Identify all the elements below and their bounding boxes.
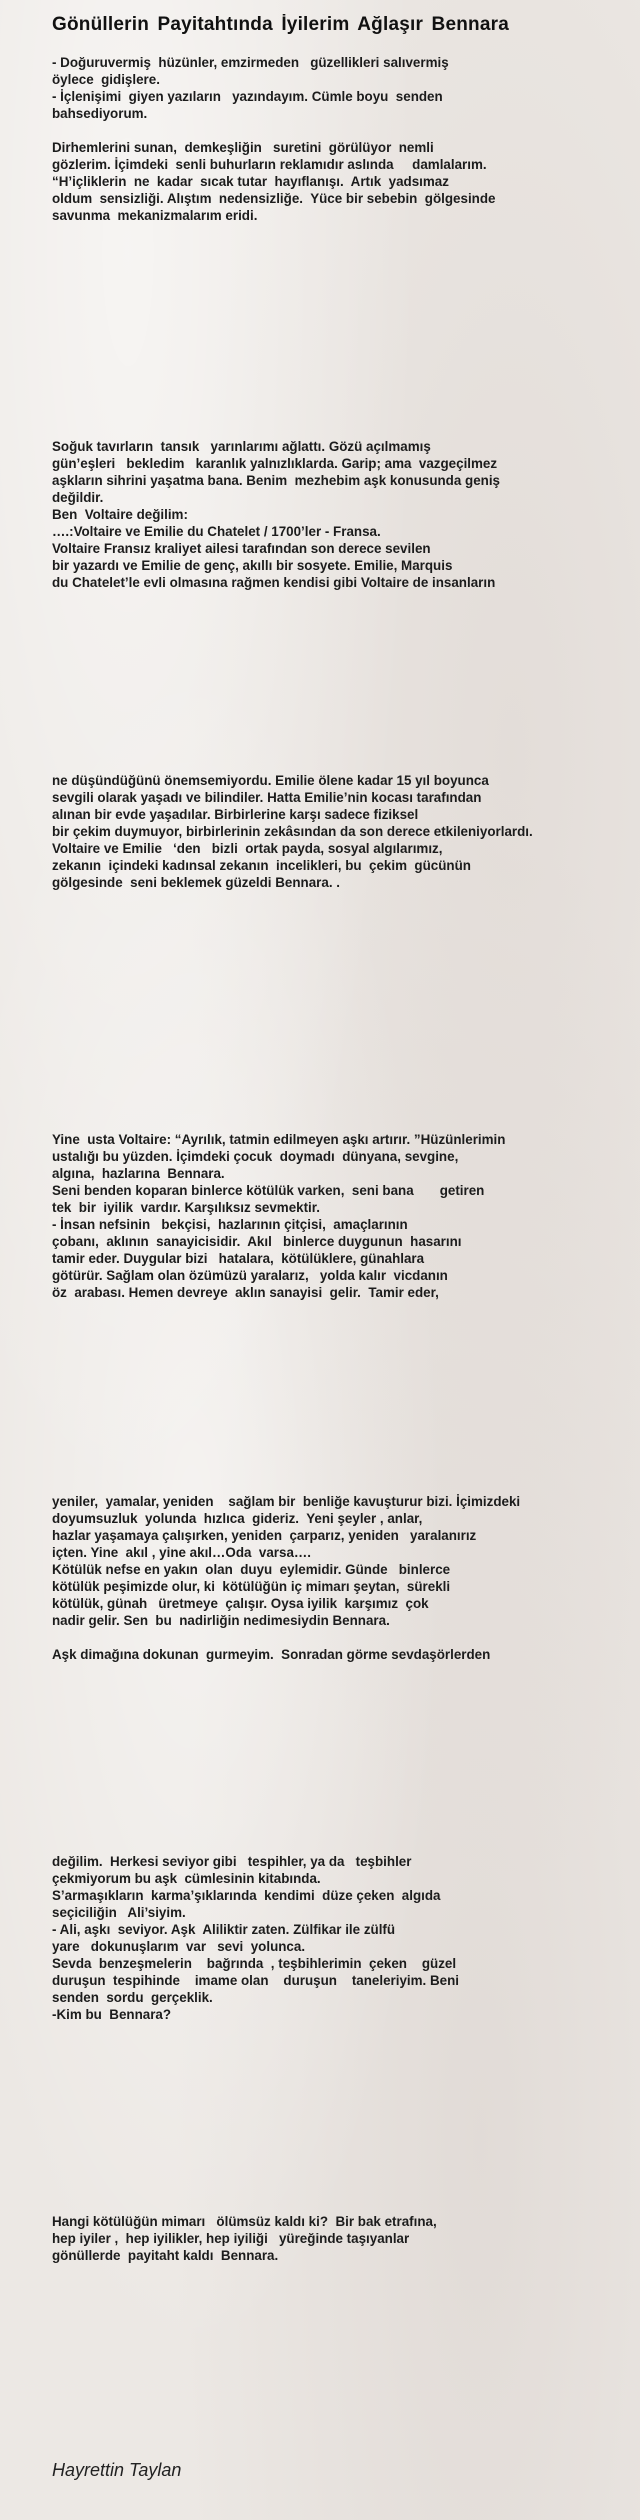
poem-line: - Ali, aşkı seviyor. Aşk Aliliktir zaten. Zülfikar ile zülfü bbox=[52, 1922, 396, 1937]
poem-line: hep iyiler , hep iyilikler, hep iyiliği yüreğinde taşıyanlar bbox=[52, 2231, 410, 2246]
poem-line: du Chatelet’le evli olmasına rağmen kendisi gibi Voltaire de insanların bbox=[52, 575, 496, 590]
poem-line: hazlar yaşamaya çalışırken, yeniden çarparız, yeniden yaralanırız bbox=[52, 1528, 477, 1543]
poem-line: S’armaşıkların karma’şıklarında kendimi düze çeken algıda bbox=[52, 1888, 441, 1903]
poem-line: yeniler, yamalar, yeniden sağlam bir benliğe kavuşturur bizi. İçimizdeki bbox=[52, 1494, 521, 1509]
poem-line: nadir gelir. Sen bu nadirliğin nedimesiydin Bennara. bbox=[52, 1613, 390, 1628]
poem-line: bir yazardı ve Emilie de genç, akıllı bir sosyete. Emilie, Marquis bbox=[52, 558, 453, 573]
poem-line bbox=[52, 122, 632, 139]
poem-line: Seni benden koparan binlerce kötülük varken, seni bana getiren bbox=[52, 1183, 485, 1198]
stanza-7 bbox=[52, 2213, 632, 2264]
poem-line: doyumsuzluk yolunda hızlıca gideriz. Yeni şeyler , anlar, bbox=[52, 1511, 423, 1526]
poem-line: alınan bir evde yaşadılar. Birbirlerine karşı sadece fiziksel bbox=[52, 807, 419, 822]
poem-line: savunma mekanizmalarım eridi. bbox=[52, 208, 258, 223]
poem-line: Voltaire Fransız kraliyet ailesi tarafından son derece sevilen bbox=[52, 541, 431, 556]
poem-line: zekanın içindeki kadınsal zekanın incelikleri, bu çekim gücünün bbox=[52, 858, 471, 873]
poem-line: gölgesinde seni beklemek güzeldi Bennara. . bbox=[52, 875, 340, 890]
poem-line: gözlerim. İçimdeki senli buhurların reklamıdır aslında damlalarım. bbox=[52, 157, 487, 172]
poem-line: çobanı, aklının sanayicisidir. Akıl binlerce duygunun hasarını bbox=[52, 1234, 462, 1249]
stanza-3 bbox=[52, 772, 632, 891]
poem-line: bahsediyorum. bbox=[52, 106, 148, 121]
poem-line: - İnsan nefsinin bekçisi, hazlarının çitçisi, amaçlarının bbox=[52, 1217, 408, 1232]
poem-line: oldum sensizliği. Alıştım nedensizliğe. Yüce bir sebebin gölgesinde bbox=[52, 191, 496, 206]
poem-line: - Doğuruvermiş hüzünler, emzirmeden güzellikleri salıvermiş bbox=[52, 55, 449, 70]
poem-line: aşkların sihrini yaşatma bana. Benim mezhebim aşk konusunda geniş bbox=[52, 473, 500, 488]
poem-line: değildir. bbox=[52, 490, 104, 505]
poem-line: “H’içliklerin ne kadar sıcak tutar hayıflanışı. Artık yadsımaz bbox=[52, 174, 449, 189]
poem-line: çekmiyorum bu aşk cümlesinin kitabında. bbox=[52, 1871, 321, 1886]
poem-line: algına, hazlarına Bennara. bbox=[52, 1166, 225, 1181]
poem-line: değilim. Herkesi seviyor gibi tespihler, ya da teşbihler bbox=[52, 1854, 412, 1869]
poem-line: Yine usta Voltaire: “Ayrılık, tatmin edilmeyen aşkı artırır. ”Hüzünlerimin bbox=[52, 1132, 506, 1147]
poem-line: Voltaire ve Emilie ‘den bizli ortak payda, sosyal algılarımız, bbox=[52, 841, 443, 856]
poem-line bbox=[52, 1629, 632, 1646]
poem-line: duruşun tespihinde imame olan duruşun taneleriyim. Beni bbox=[52, 1973, 459, 1988]
poem-line: Kötülük nefse en yakın olan duyu eylemidir. Günde binlerce bbox=[52, 1562, 451, 1577]
poem-line: ne düşündüğünü önemsemiyordu. Emilie ölene kadar 15 yıl boyunca bbox=[52, 773, 489, 788]
poem-line: öz arabası. Hemen devreye aklın sanayisi gelir. Tamir eder, bbox=[52, 1285, 439, 1300]
poem-line: götürür. Sağlam olan özümüzü yaralarız, yolda kalır vicdanın bbox=[52, 1268, 448, 1283]
poem-line: -Kim bu Bennara? bbox=[52, 2007, 172, 2022]
poem-line: içten. Yine akıl , yine akıl…Oda varsa…. bbox=[52, 1545, 312, 1560]
poem-line: ustalığı bu yüzden. İçimdeki çocuk doymadı dünyana, sevgine, bbox=[52, 1149, 459, 1164]
author-signature: Hayrettin Taylan bbox=[52, 2460, 182, 2480]
poem-line: gün’eşleri bekledim karanlık yalnızlıklarda. Garip; ama vazgeçilmez bbox=[52, 456, 498, 471]
poem-line: Sevda benzeşmelerin bağrında , teşbihlerimin çeken güzel bbox=[52, 1956, 457, 1971]
poem-line: bir çekim duymuyor, birbirlerinin zekâsından da son derece etkileniyorlardı. bbox=[52, 824, 533, 839]
stanza-4 bbox=[52, 1131, 632, 1301]
poem-line: Dirhemlerini sunan, demkeşliğin suretini görülüyor nemli bbox=[52, 140, 434, 155]
poem-line: seçiciliğin Ali’siyim. bbox=[52, 1905, 186, 1920]
stanza-2 bbox=[52, 438, 632, 591]
poem-line: tek bir iyilik vardır. Karşılıksız sevmektir. bbox=[52, 1200, 320, 1215]
poem-title: Gönüllerin Payitahtında İyilerim Ağlaşır Bennara bbox=[52, 14, 509, 35]
poem-line: kötülük peşimizde olur, ki kötülüğün iç mimarı şeytan, sürekli bbox=[52, 1579, 451, 1594]
poem-line: Hangi kötülüğün mimarı ölümsüz kaldı ki? Bir bak etrafına, bbox=[52, 2214, 437, 2229]
stanza-5 bbox=[52, 1493, 632, 1663]
poem-line: ….:Voltaire ve Emilie du Chatelet / 1700’ler - Fransa. bbox=[52, 524, 381, 539]
poem-line: sevgili olarak yaşadı ve bilindiler. Hatta Emilie’nin kocası tarafından bbox=[52, 790, 482, 805]
poem-line: - İçlenişimi giyen yazıların yazındayım. Cümle boyu senden bbox=[52, 89, 443, 104]
poem-line: Ben Voltaire değilim: bbox=[52, 507, 188, 522]
poem-line: senden sordu gerçeklik. bbox=[52, 1990, 213, 2005]
stanza-6 bbox=[52, 1853, 632, 2023]
poem-line: öylece gidişlere. bbox=[52, 72, 160, 87]
poem-line: kötülük, günah üretmeye çalışır. Oysa iyilik karşımız çok bbox=[52, 1596, 429, 1611]
poem-line: gönüllerde payitaht kaldı Bennara. bbox=[52, 2248, 279, 2263]
poem-line: tamir eder. Duygular bizi hatalara, kötülüklere, günahlara bbox=[52, 1251, 425, 1266]
poem-line: yare dokunuşlarım var sevi yolunca. bbox=[52, 1939, 306, 1954]
stanza-1 bbox=[52, 54, 632, 224]
poem-line: Aşk dimağına dokunan gurmeyim. Sonradan görme sevdaşörlerden bbox=[52, 1647, 491, 1662]
poem-line: Soğuk tavırların tansık yarınlarımı ağlattı. Gözü açılmamış bbox=[52, 439, 431, 454]
